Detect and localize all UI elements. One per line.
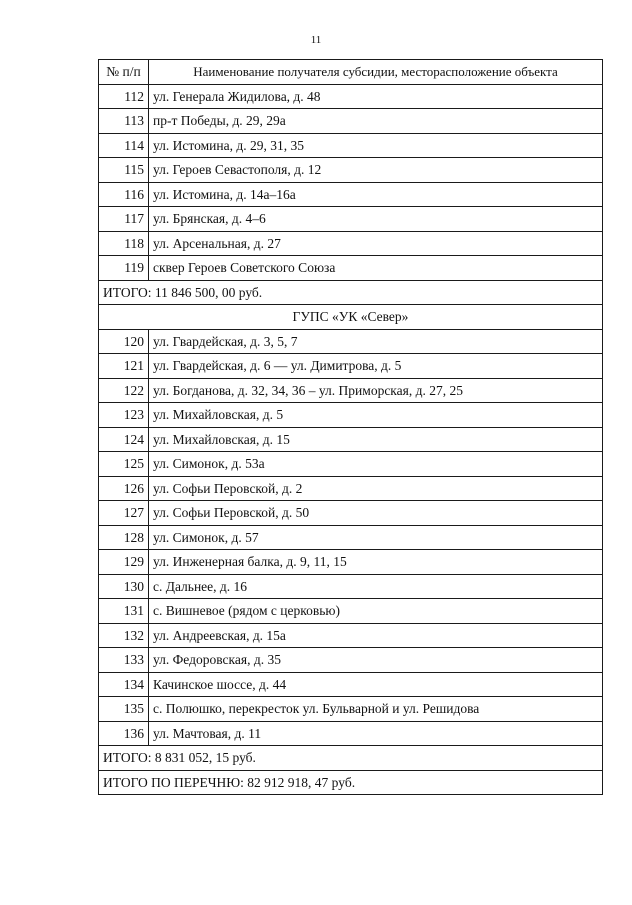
table-row — [99, 501, 603, 526]
subsidy-table — [98, 59, 603, 795]
row-number: 115 — [99, 158, 149, 183]
table-row — [99, 599, 603, 624]
row-name: пр-т Победы, д. 29, 29а — [149, 109, 603, 134]
table-row — [99, 403, 603, 428]
row-name: ул. Арсенальная, д. 27 — [149, 231, 603, 256]
table-row — [99, 158, 603, 183]
row-name: ул. Андреевская, д. 15а — [149, 623, 603, 648]
table-row — [99, 697, 603, 722]
table-row — [99, 329, 603, 354]
table-row — [99, 525, 603, 550]
grand-total: ИТОГО ПО ПЕРЕЧНЮ: 82 912 918, 47 руб. — [99, 770, 603, 795]
table-header-row — [99, 60, 603, 85]
row-name: ул. Богданова, д. 32, 34, 36 – ул. Приморская, д. 27, 25 — [149, 378, 603, 403]
table-row — [99, 84, 603, 109]
table-row — [99, 476, 603, 501]
row-number: 130 — [99, 574, 149, 599]
row-name: ул. Генерала Жидилова, д. 48 — [149, 84, 603, 109]
row-number: 129 — [99, 550, 149, 575]
page-number: 11 — [310, 34, 322, 46]
section-header-row — [99, 305, 603, 330]
row-number: 126 — [99, 476, 149, 501]
group2-total: ИТОГО: 8 831 052, 15 руб. — [99, 746, 603, 771]
grand-total-row — [99, 770, 603, 795]
group1-body — [99, 84, 603, 280]
table-row — [99, 133, 603, 158]
table-row — [99, 109, 603, 134]
row-number: 119 — [99, 256, 149, 281]
table-row — [99, 427, 603, 452]
row-number: 127 — [99, 501, 149, 526]
row-name: ул. Мачтовая, д. 11 — [149, 721, 603, 746]
row-number: 118 — [99, 231, 149, 256]
row-number: 120 — [99, 329, 149, 354]
row-name: ул. Истомина, д. 29, 31, 35 — [149, 133, 603, 158]
table-row — [99, 182, 603, 207]
row-number: 113 — [99, 109, 149, 134]
table-row — [99, 207, 603, 232]
row-name: ул. Михайловская, д. 5 — [149, 403, 603, 428]
row-number: 112 — [99, 84, 149, 109]
row-number: 121 — [99, 354, 149, 379]
column-header-name: Наименование получателя субсидии, месторасположение объекта — [149, 60, 603, 85]
row-number: 124 — [99, 427, 149, 452]
row-name: сквер Героев Советского Союза — [149, 256, 603, 281]
row-number: 135 — [99, 697, 149, 722]
row-name: ул. Героев Севастополя, д. 12 — [149, 158, 603, 183]
row-number: 114 — [99, 133, 149, 158]
table-row — [99, 574, 603, 599]
group1-total: ИТОГО: 11 846 500, 00 руб. — [99, 280, 603, 305]
row-number: 123 — [99, 403, 149, 428]
row-name: ул. Истомина, д. 14а–16а — [149, 182, 603, 207]
row-number: 134 — [99, 672, 149, 697]
table-row — [99, 378, 603, 403]
table-row — [99, 721, 603, 746]
row-name: ул. Инженерная балка, д. 9, 11, 15 — [149, 550, 603, 575]
row-name: ул. Софьи Перовской, д. 50 — [149, 501, 603, 526]
table-row — [99, 623, 603, 648]
group2-body — [99, 329, 603, 746]
row-number: 131 — [99, 599, 149, 624]
table-row — [99, 672, 603, 697]
row-name: Качинское шоссе, д. 44 — [149, 672, 603, 697]
row-number: 125 — [99, 452, 149, 477]
row-name: с. Вишневое (рядом с церковью) — [149, 599, 603, 624]
row-number: 128 — [99, 525, 149, 550]
row-name: ул. Брянская, д. 4–6 — [149, 207, 603, 232]
row-name: ул. Софьи Перовской, д. 2 — [149, 476, 603, 501]
row-name: ул. Гвардейская, д. 3, 5, 7 — [149, 329, 603, 354]
group2-total-row — [99, 746, 603, 771]
row-name: с. Дальнее, д. 16 — [149, 574, 603, 599]
column-header-number: № п/п — [99, 60, 149, 85]
row-name: ул. Михайловская, д. 15 — [149, 427, 603, 452]
row-number: 117 — [99, 207, 149, 232]
row-number: 116 — [99, 182, 149, 207]
table-row — [99, 256, 603, 281]
row-name: ул. Гвардейская, д. 6 — ул. Димитрова, д. 5 — [149, 354, 603, 379]
table-row — [99, 231, 603, 256]
row-number: 122 — [99, 378, 149, 403]
group1-total-row — [99, 280, 603, 305]
row-number: 136 — [99, 721, 149, 746]
section-title: ГУПС «УК «Север» — [99, 305, 603, 330]
row-name: ул. Симонок, д. 53а — [149, 452, 603, 477]
table-row — [99, 452, 603, 477]
row-name: с. Полюшко, перекресток ул. Бульварной и ул. Решидова — [149, 697, 603, 722]
table-row — [99, 354, 603, 379]
table-row — [99, 550, 603, 575]
row-number: 132 — [99, 623, 149, 648]
row-name: ул. Симонок, д. 57 — [149, 525, 603, 550]
table-row — [99, 648, 603, 673]
row-number: 133 — [99, 648, 149, 673]
row-name: ул. Федоровская, д. 35 — [149, 648, 603, 673]
